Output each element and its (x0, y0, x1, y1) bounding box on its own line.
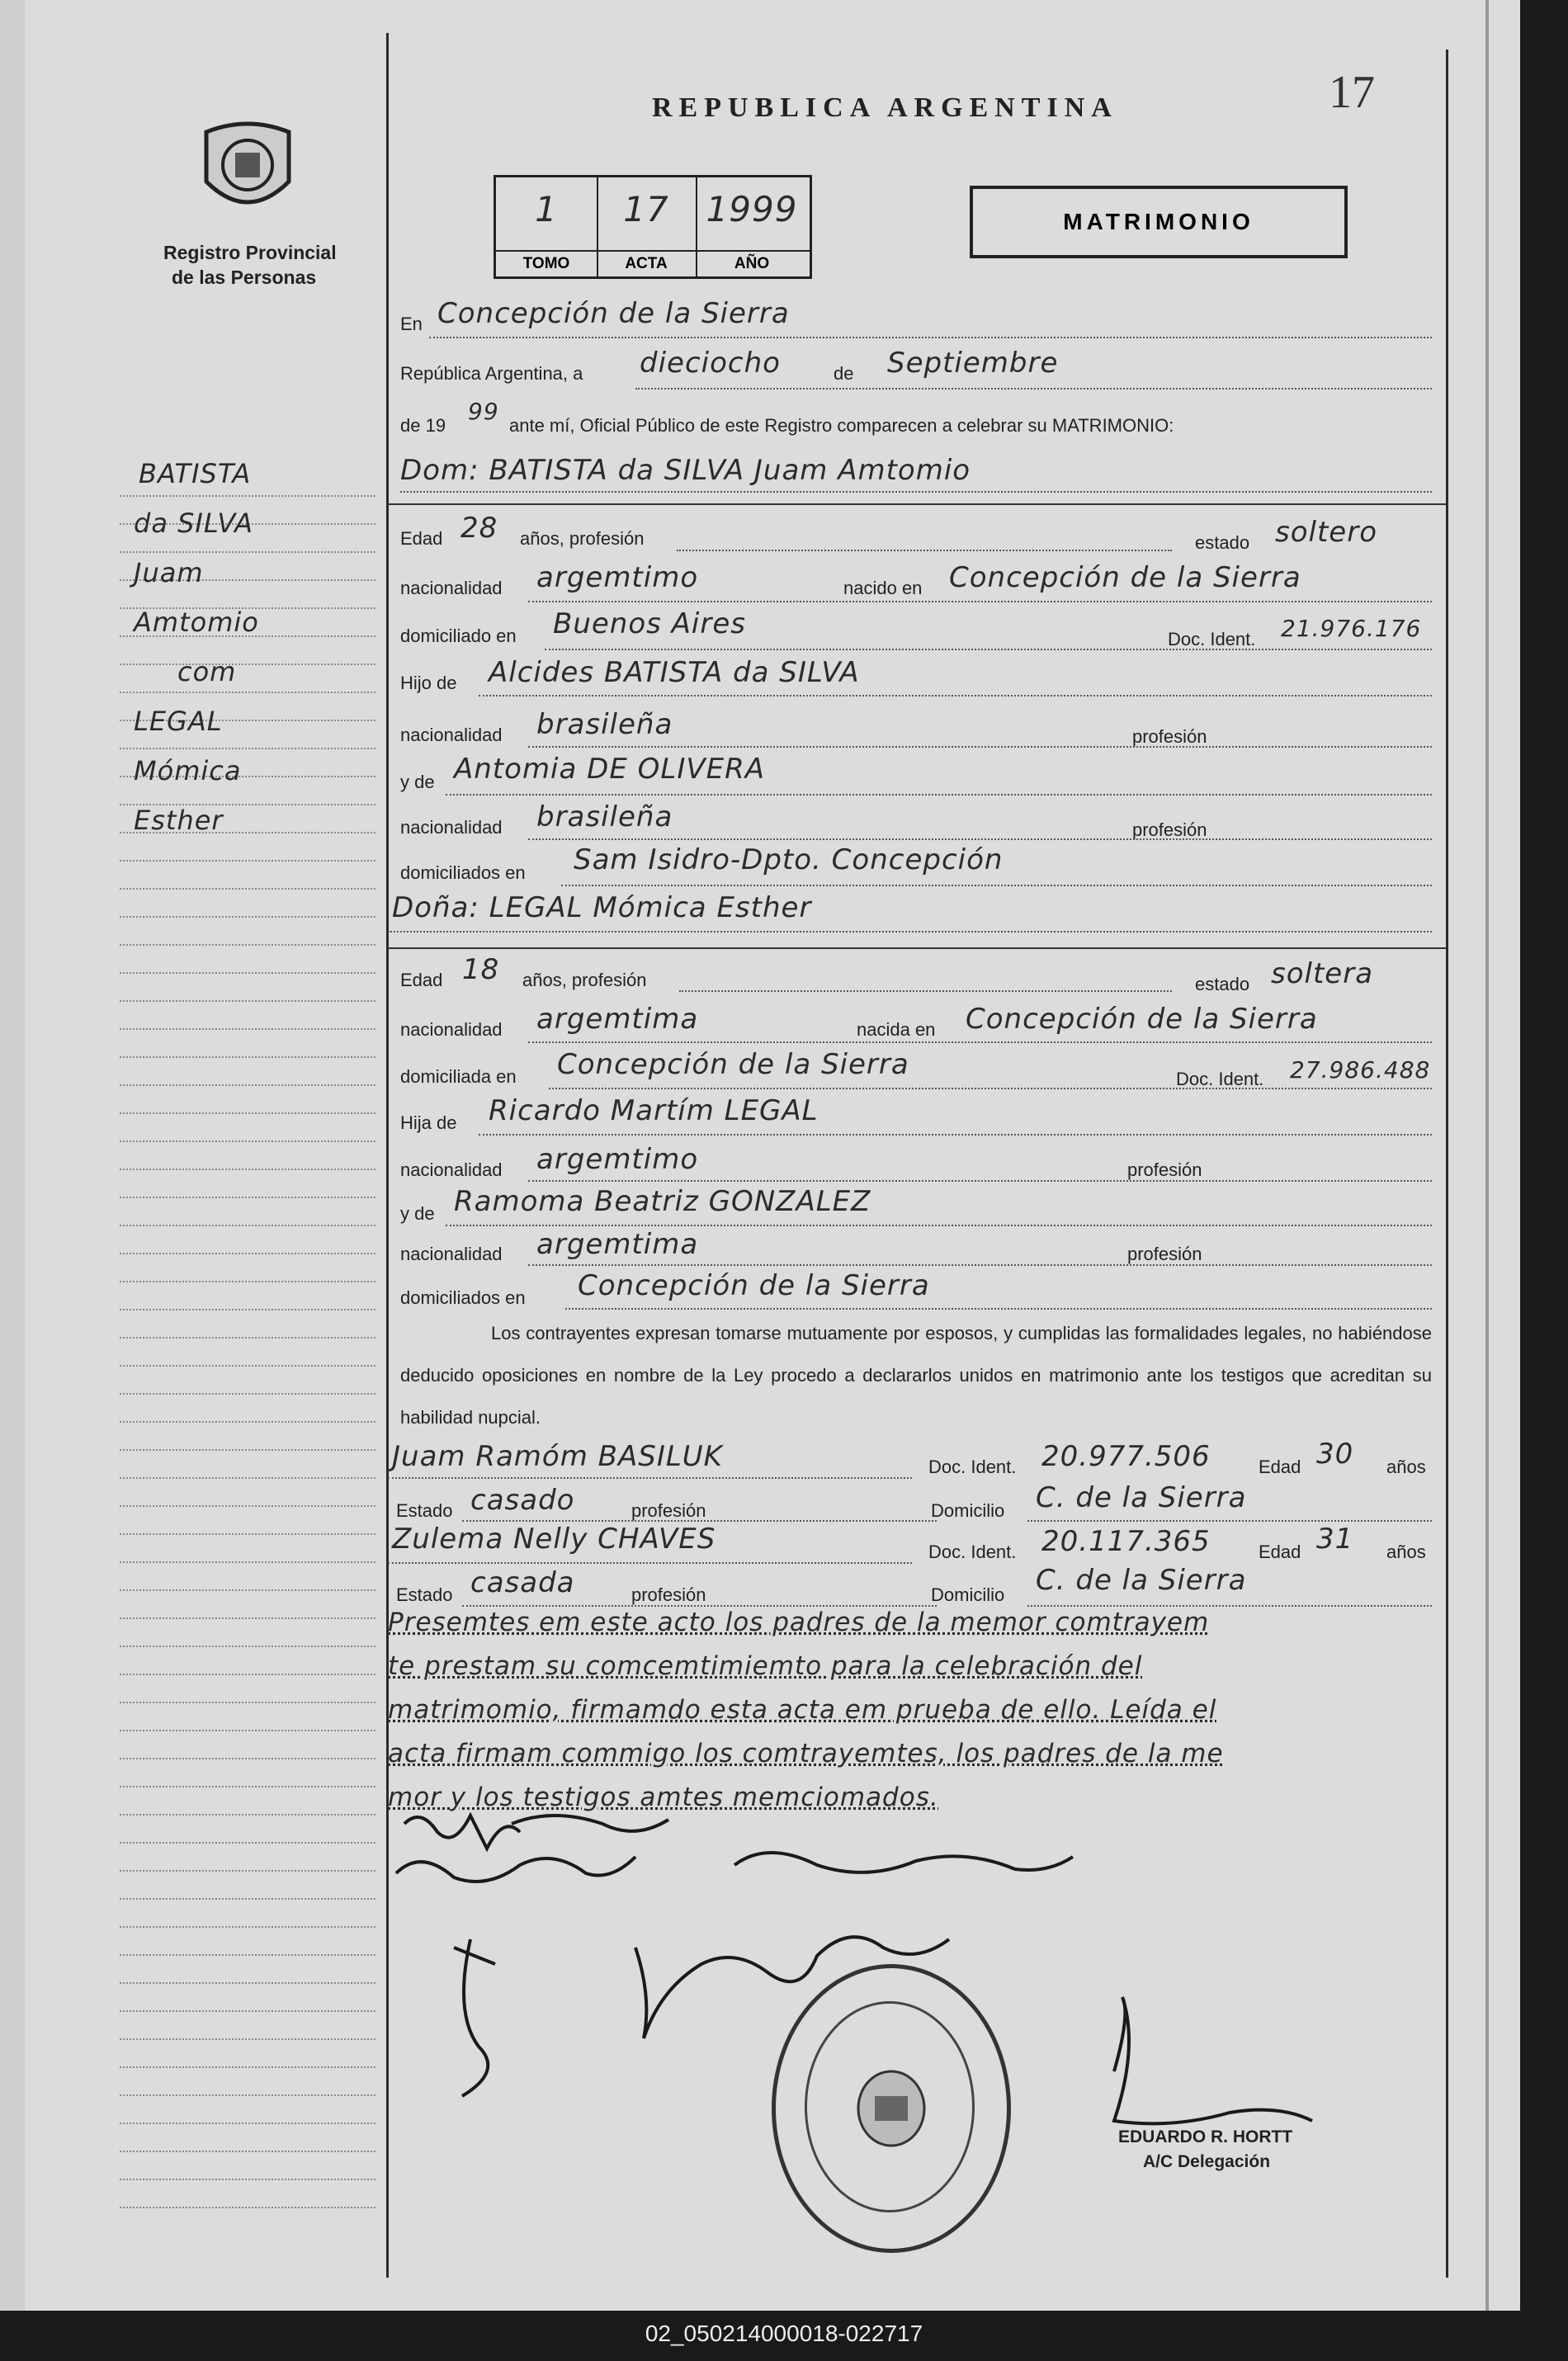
margin-name-line: Mómica (134, 755, 242, 786)
bride-madre-nac-label: nacionalidad (400, 1244, 503, 1264)
bride-domicilio: Concepción de la Sierra (557, 1048, 909, 1081)
ano-cell (696, 177, 808, 276)
groom-estado: soltero (1275, 516, 1377, 549)
note-line: acta firmam commigo los comtrayemtes, los padres de la me (388, 1739, 1224, 1768)
ledger-line (120, 748, 375, 749)
tomo-value: 1 (535, 189, 558, 229)
place-line (429, 337, 1432, 338)
ledger-line (120, 2123, 375, 2124)
groom-madre-nac-label: nacionalidad (400, 817, 503, 838)
country-title: REPUBLICA ARGENTINA (652, 92, 1118, 123)
bride-edad: 18 (462, 953, 500, 986)
groom-nacido-label: nacido en (843, 578, 923, 598)
witness2-edad-label: Edad (1259, 1542, 1301, 1562)
date-de: de (834, 363, 854, 384)
ledger-line (120, 1253, 375, 1254)
witness1-dom-label: Domicilio (931, 1500, 1005, 1521)
official-role: A/C Delegación (1143, 2152, 1271, 2171)
bride-nac-line (528, 1041, 1432, 1043)
margin-name-line: LEGAL (134, 706, 223, 737)
tomo-acta-box (494, 175, 812, 279)
groom-y-de-label: y de (400, 772, 435, 792)
groom-name: Dom: BATISTA da SILVA Juam Amtomio (400, 454, 971, 487)
ledger-line (120, 551, 375, 553)
place-value: Concepción de la Sierra (437, 297, 790, 330)
witness1-domicilio: C. de la Sierra (1036, 1481, 1247, 1514)
groom-madre-line (446, 794, 1432, 796)
bride-padre: Ricardo Martím LEGAL (489, 1094, 819, 1127)
ledger-line (120, 692, 375, 693)
groom-madre-nac: brasileña (536, 800, 673, 833)
date-text: ante mí, Oficial Público de este Registro comparecen a celebrar su MATRIMONIO: (509, 415, 1174, 436)
groom-madre-prof-label: profesión (1132, 819, 1207, 840)
date-day: dieciocho (640, 347, 781, 380)
witness1-estado-label: Estado (396, 1500, 453, 1521)
tomo-label: TOMO (522, 255, 570, 272)
groom-nacionalidad: argemtimo (536, 561, 699, 594)
ledger-line (120, 1926, 375, 1928)
witness1-name-line (388, 1477, 912, 1479)
note-line: matrimomio, firmamdo esta acta em prueba de ello. Leída el (388, 1695, 1217, 1725)
ledger-line (120, 1393, 375, 1395)
witness1-doc: 20.977.506 (1041, 1440, 1211, 1473)
witness2-doc: 20.117.365 (1041, 1525, 1211, 1558)
bride-padre-nac-line (528, 1180, 1432, 1182)
witness1-edad: 30 (1316, 1438, 1354, 1471)
ledger-line (120, 1842, 375, 1844)
groom-padre-prof-label: profesión (1132, 726, 1207, 747)
date-line (635, 388, 1432, 390)
ledger-line (120, 972, 375, 974)
ledger-line (120, 1309, 375, 1310)
groom-padre-nac: brasileña (536, 708, 673, 741)
witness2-domicilio: C. de la Sierra (1036, 1564, 1247, 1597)
bride-estado-label: estado (1195, 974, 1250, 994)
ledger-line (120, 860, 375, 862)
bride-doc-label: Doc. Ident. (1176, 1069, 1264, 1089)
ledger-line (120, 1112, 375, 1114)
bride-padres-dom-line (565, 1308, 1432, 1310)
groom-madre-nac-line (528, 838, 1432, 840)
ledger-line (120, 2207, 375, 2208)
groom-name-line (400, 491, 1432, 493)
witness1-name: Juam Ramóm BASILUK (392, 1440, 723, 1473)
ledger-line (120, 1421, 375, 1423)
witness2-estado-line (462, 1605, 937, 1607)
groom-padre: Alcides BATISTA da SILVA (489, 656, 860, 689)
ano-value: 1999 (706, 189, 798, 229)
en-label: En (400, 314, 423, 334)
ledger-line (120, 1814, 375, 1816)
ledger-line (120, 1730, 375, 1731)
groom-edad: 28 (460, 512, 498, 545)
ledger-line (120, 1028, 375, 1030)
witness1-dom-line (1027, 1520, 1432, 1522)
official-name: EDUARDO R. HORTT (1118, 2127, 1293, 2146)
groom-madre: Antomia DE OLIVERA (454, 753, 765, 786)
bride-divider (388, 947, 1446, 949)
bride-madre-prof-label: profesión (1127, 1244, 1202, 1264)
groom-domicilio: Buenos Aires (553, 607, 746, 640)
ledger-line (120, 944, 375, 946)
date-month: Septiembre (887, 347, 1059, 380)
ledger-line (120, 1477, 375, 1479)
acta-value: 17 (623, 189, 669, 229)
bride-doc: 27.986.488 (1290, 1056, 1431, 1084)
bride-madre: Ramoma Beatriz GONZALEZ (454, 1185, 871, 1218)
bride-y-de-label: y de (400, 1203, 435, 1224)
ledger-line (120, 2094, 375, 2096)
margin-name-line: Juam (134, 557, 204, 588)
ledger-line (120, 1702, 375, 1703)
bride-padre-nac: argemtimo (536, 1143, 699, 1176)
ledger-line (120, 1589, 375, 1591)
witness1-doc-label: Doc. Ident. (928, 1457, 1017, 1477)
ledger-line (120, 2066, 375, 2068)
ledger-line (120, 1449, 375, 1451)
witness2-anos-label: años (1386, 1542, 1426, 1562)
bride-hija-label: Hija de (400, 1112, 457, 1133)
bride-prof-line (679, 990, 1172, 992)
witness2-doc-label: Doc. Ident. (928, 1542, 1017, 1562)
ledger-line (120, 1674, 375, 1675)
ledger-line (120, 1000, 375, 1002)
bride-padre-prof-label: profesión (1127, 1159, 1202, 1180)
witness2-edad: 31 (1316, 1523, 1354, 1556)
note-line: mor y los testigos amtes memciomados. (388, 1783, 939, 1812)
groom-padres-dom: Sam Isidro-Dpto. Concepción (574, 843, 1004, 876)
margin-name-line: com (177, 656, 237, 687)
ledger-line (120, 1281, 375, 1282)
bride-edad-label: Edad (400, 970, 443, 990)
groom-nacido: Concepción de la Sierra (949, 561, 1301, 594)
groom-nac-line (528, 601, 1432, 602)
year-suffix: 99 (468, 398, 499, 425)
ledger-line (120, 1084, 375, 1086)
ledger-line (120, 916, 375, 918)
bride-nacida: Concepción de la Sierra (966, 1003, 1318, 1036)
year-prefix: de 19 (400, 415, 446, 436)
groom-padre-nac-line (528, 746, 1432, 748)
bride-dom-label: domiciliada en (400, 1066, 517, 1087)
witness2-dom-label: Domicilio (931, 1584, 1005, 1605)
ledger-line (120, 2038, 375, 2040)
ledger-line (120, 1365, 375, 1367)
ledger-line (120, 1505, 375, 1507)
page-number: 17 (1329, 67, 1375, 118)
acta-cell (597, 177, 697, 276)
binder-edge (0, 0, 25, 2311)
groom-doc-label: Doc. Ident. (1168, 629, 1256, 649)
note-line: te prestam su comcemtimiemto para la celebración del (388, 1651, 1143, 1681)
groom-doc: 21.976.176 (1281, 615, 1422, 642)
witness2-name-line (388, 1562, 912, 1564)
groom-estado-label: estado (1195, 532, 1250, 553)
ledger-line (120, 1898, 375, 1900)
groom-dom-line (545, 649, 1432, 650)
declaration-text: Los contrayentes expresan tomarse mutuamente por esposos, y cumplidas las formalidades legales, no habiéndose deducido oposiciones en nombre de la Ley procedo a declararlos unidos en matrimonio ante los testigos que acreditan su habilidad nupcial. (400, 1323, 1432, 1428)
bride-nacionalidad: argemtima (536, 1003, 699, 1036)
groom-padres-dom-label: domiciliados en (400, 862, 526, 883)
ledger-line (120, 1169, 375, 1170)
ledger-line (120, 663, 375, 665)
seal-emblem-icon (854, 2067, 928, 2150)
bride-padres-dom: Concepción de la Sierra (578, 1269, 930, 1302)
ano-label: AÑO (734, 255, 770, 272)
bride-padres-dom-label: domiciliados en (400, 1287, 526, 1308)
bride-estado: soltera (1271, 957, 1374, 990)
groom-padre-line (479, 695, 1432, 696)
groom-padre-nac-label: nacionalidad (400, 725, 503, 745)
ledger-line (120, 1954, 375, 1956)
margin-name-line: BATISTA (139, 458, 252, 489)
acta-label: ACTA (625, 255, 668, 272)
bride-name: Doña: LEGAL Mómica Esther (392, 891, 812, 924)
date-prefix: República Argentina, a (400, 363, 583, 384)
official-seal (772, 1964, 1011, 2253)
bride-dom-line (549, 1088, 1432, 1089)
ledger-line (120, 1056, 375, 1058)
coat-of-arms-icon (198, 116, 297, 223)
footer-id: 02_050214000018-022717 (645, 2321, 923, 2346)
ledger-line (120, 888, 375, 890)
registry-sub: de las Personas (172, 267, 317, 288)
bride-anos-profesion: años, profesión (522, 970, 647, 990)
ledger-line (120, 1561, 375, 1563)
page-edge (1485, 0, 1489, 2311)
groom-edad-label: Edad (400, 528, 443, 549)
witness2-prof-label: profesión (631, 1584, 706, 1605)
groom-nac-label: nacionalidad (400, 578, 503, 598)
margin-name-line: da SILVA (134, 508, 253, 539)
tomo-cell (496, 177, 598, 276)
bride-madre-line (446, 1225, 1432, 1226)
ledger-line (120, 2010, 375, 2012)
witness1-edad-label: Edad (1259, 1457, 1301, 1477)
ledger-line (120, 495, 375, 497)
bride-padre-line (479, 1134, 1432, 1136)
bride-madre-nac-line (528, 1264, 1432, 1266)
ledger-line (120, 1646, 375, 1647)
witness1-estado: casado (470, 1484, 575, 1517)
groom-prof-line (677, 550, 1172, 551)
record-type-box: MATRIMONIO (970, 186, 1348, 258)
bride-name-line (388, 931, 1432, 933)
bride-madre-nac: argemtima (536, 1228, 699, 1261)
ledger-line (120, 1140, 375, 1142)
witness1-estado-line (462, 1520, 937, 1522)
ledger-line (120, 1982, 375, 1984)
ledger-line (120, 1617, 375, 1619)
ledger-line (120, 1337, 375, 1339)
groom-anos-profesion: años, profesión (520, 528, 645, 549)
witness2-dom-line (1027, 1605, 1432, 1607)
groom-padres-dom-line (561, 885, 1432, 886)
ledger-line (120, 1533, 375, 1535)
ledger-line (120, 1786, 375, 1787)
groom-divider (388, 503, 1446, 505)
margin-name-line: Amtomio (134, 607, 259, 638)
witness1-anos-label: años (1386, 1457, 1426, 1477)
ledger-line (120, 1870, 375, 1872)
ledger-line (120, 1758, 375, 1759)
witness1-prof-label: profesión (631, 1500, 706, 1521)
groom-dom-label: domiciliado en (400, 626, 517, 646)
witness2-estado: casada (470, 1566, 575, 1599)
bride-padre-nac-label: nacionalidad (400, 1159, 503, 1180)
registry-name: Registro Provincial (163, 242, 337, 263)
note-line: Presemtes em este acto los padres de la memor comtrayem (388, 1608, 1210, 1637)
witness2-estado-label: Estado (396, 1584, 453, 1605)
ledger-line (120, 1225, 375, 1226)
margin-name-line: Esther (134, 805, 224, 836)
groom-hijo-label: Hijo de (400, 673, 457, 693)
ledger-line (120, 1197, 375, 1198)
witness2-name: Zulema Nelly CHAVES (392, 1523, 716, 1556)
ledger-line (120, 2151, 375, 2152)
ledger-line (120, 2179, 375, 2180)
bride-nac-label: nacionalidad (400, 1019, 503, 1040)
bride-nacida-label: nacida en (857, 1019, 936, 1040)
